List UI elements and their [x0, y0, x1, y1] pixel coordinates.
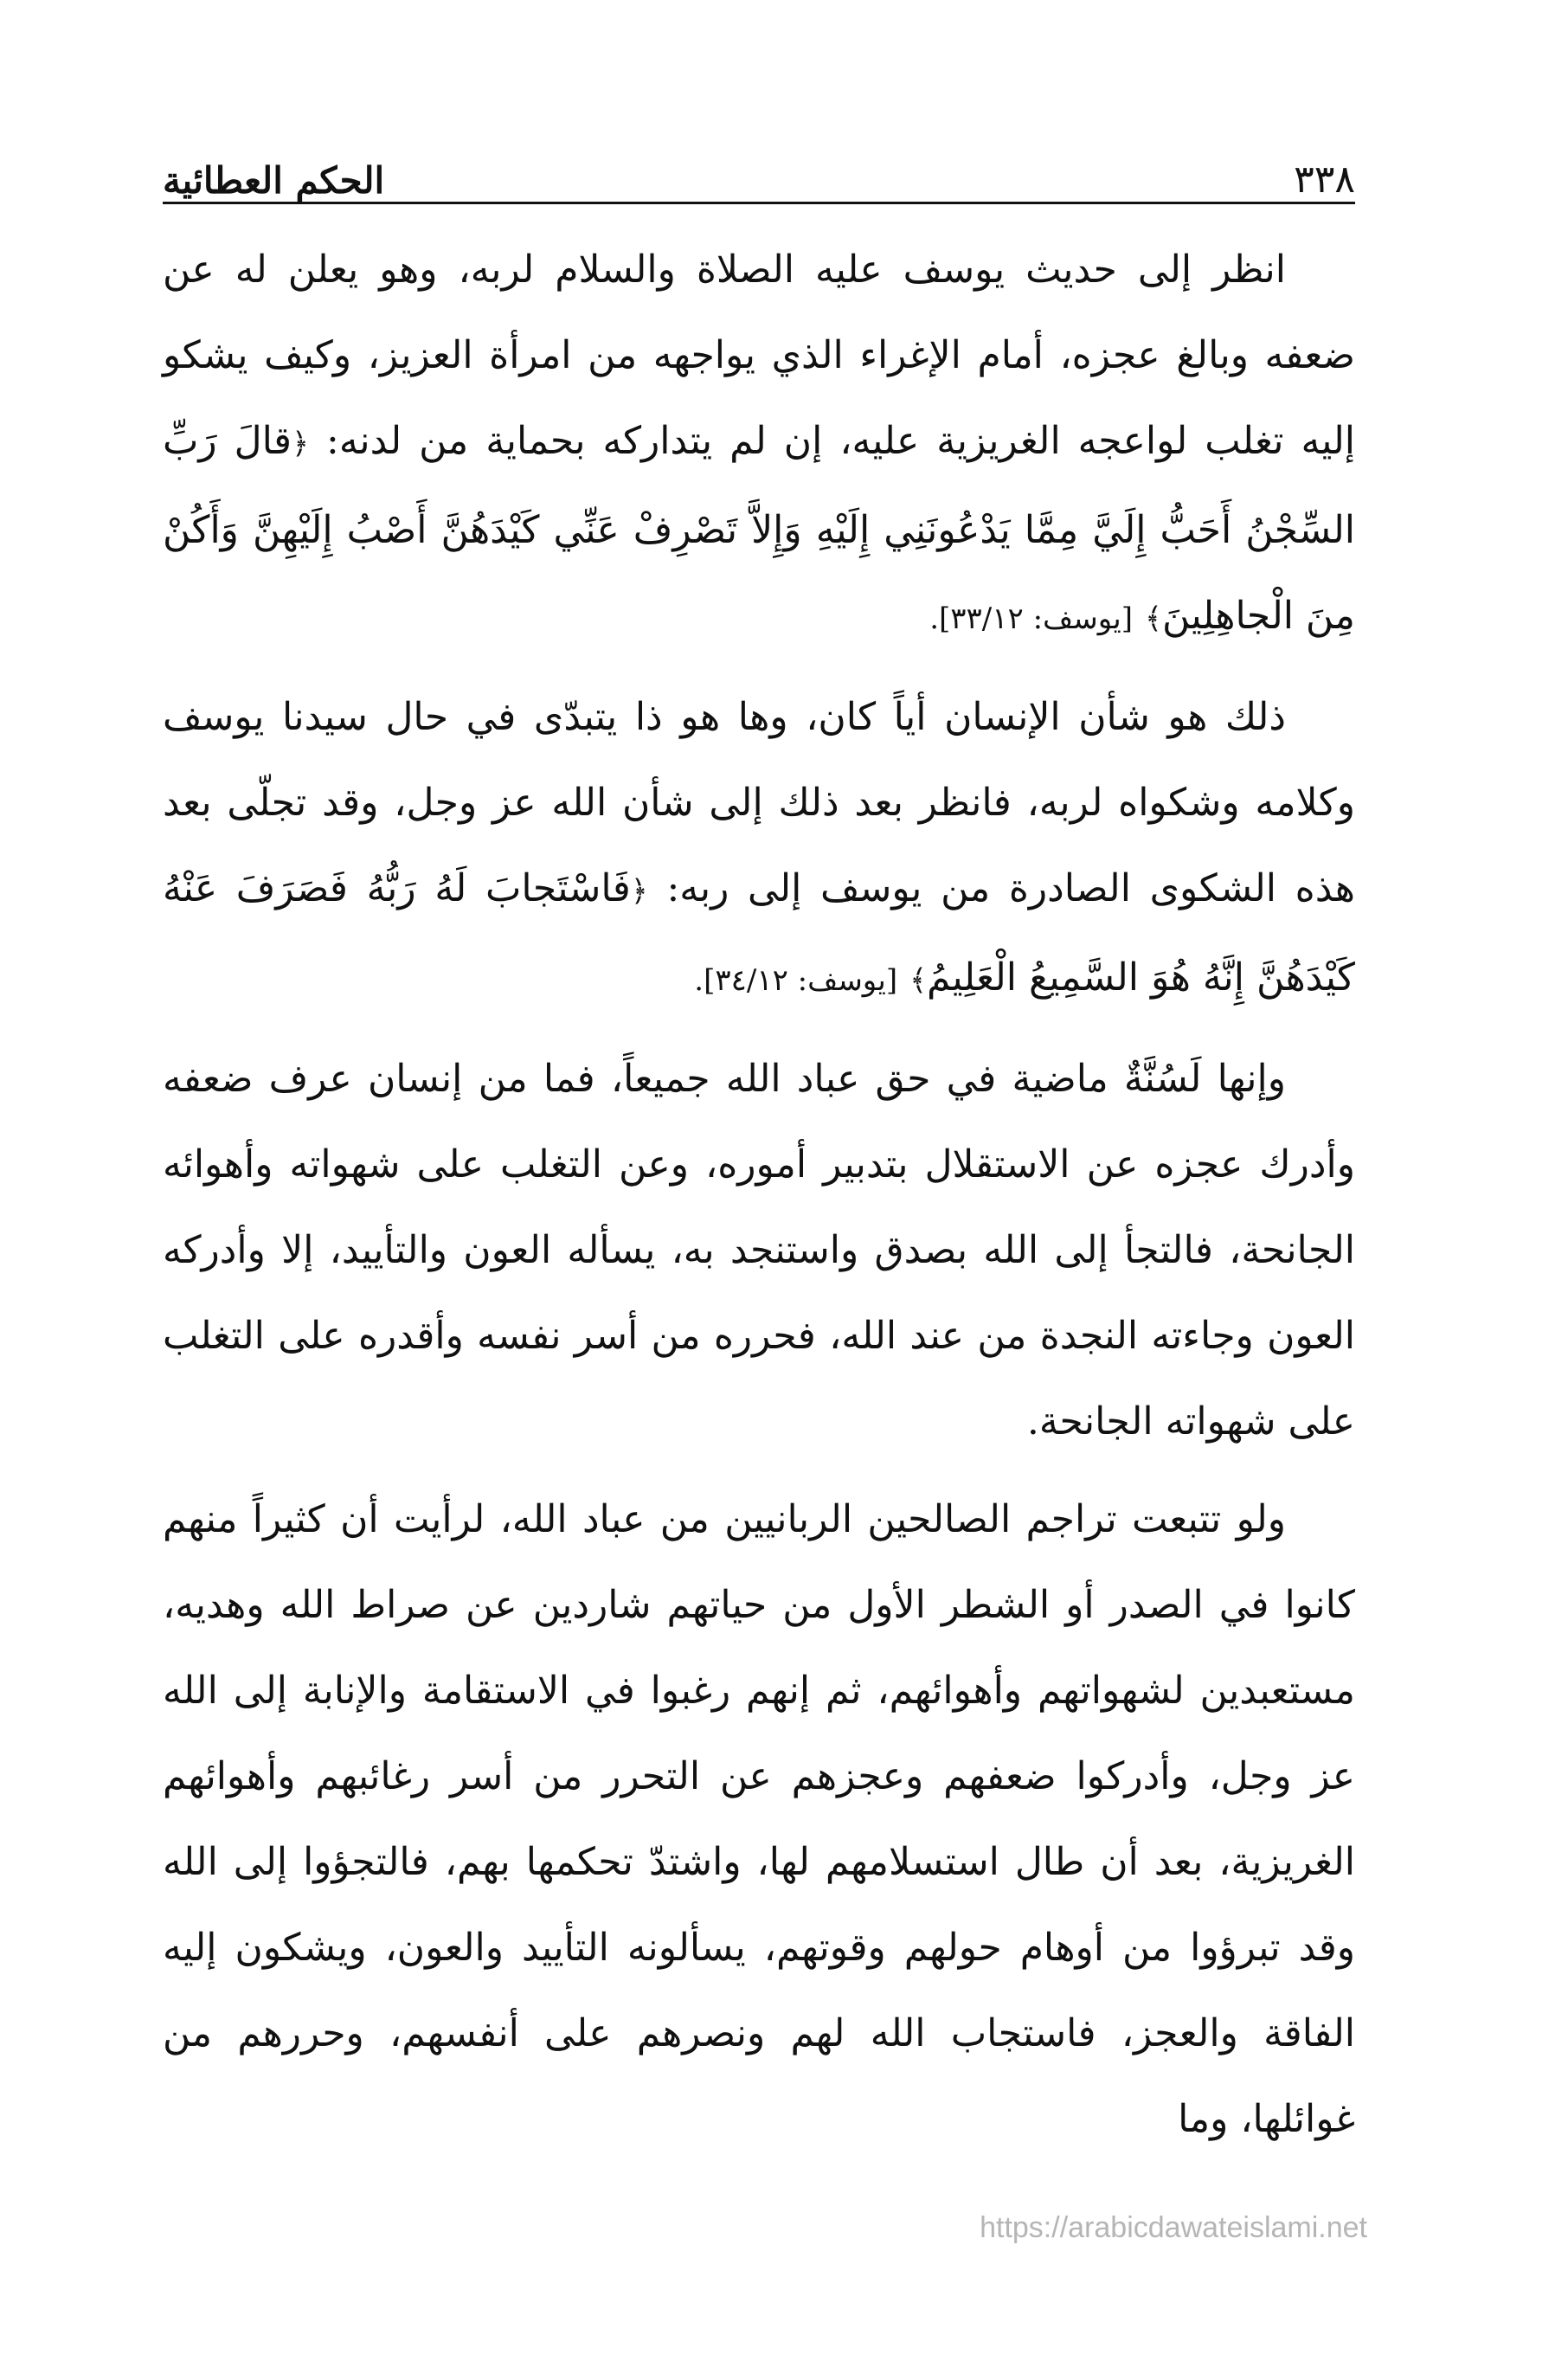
paragraph-2 [163, 674, 1355, 1024]
quran-verse-1: قالَ رَبِّ السِّجْنُ أَحَبُّ إِلَيَّ مِمَّا يَدْعُونَنِي إِلَيْهِ وَإِلاَّ تَصْرِفْ عَنِّي كَيْدَهُنَّ أَصْبُ إِلَيْهِنَّ وَأَكُنْ مِنَ الْجاهِلِينَ [163, 419, 1355, 638]
header-rule [163, 202, 1355, 204]
quran-open-bracket: ﴿ [630, 874, 648, 909]
paragraph-2-text: ذلك هو شأن الإنسان أياً كان، وها هو ذا يتبدّى في حال سيدنا يوسف وكلامه وشكواه لربه، فانظر بعد ذلك إلى شأن الله عز وجل، وقد تجلّى بعد هذه الشكوى الصادرة من يوسف إلى ربه: [163, 695, 1355, 910]
paragraph-4-text: ولو تتبعت تراجم الصالحين الربانيين من عباد الله، لرأيت أن كثيراً منهم كانوا في الصدر أو الشطر الأول من حياتهم شاردين عن صراط الله وهديه، مستعبدين لشهواتهم وأهوائهم، ثم إنهم رغبوا في الاستقامة والإنابة إلى الله عز وجل، وأدركوا ضعفهم وعجزهم عن التحرر من أسر رغائبهم وأهوائهم الغريزية، بعد أن طال استسلامهم لها، واشتدّ تحكمها بهم، فالتجؤوا إلى الله وقد تبرؤوا من أوهام حولهم وقوتهم، يسألونه التأييد والعون، ويشكون إليه الفاقة والعجز، فاستجاب الله لهم ونصرهم على أنفسهم، وحررهم من غوائلها، وما [163, 1497, 1355, 2141]
paragraph-1 [163, 227, 1355, 662]
quran-close-bracket: ﴾ [1145, 601, 1162, 636]
running-head [163, 138, 1355, 202]
body-text [163, 227, 1355, 2174]
quran-open-bracket: ﴿ [292, 427, 309, 461]
watermark-url: https://arabicdawateislami.net [980, 2211, 1367, 2244]
quran-close-bracket: ﴾ [909, 963, 928, 998]
paragraph-1-text: انظر إلى حديث يوسف عليه الصلاة والسلام لربه، وهو يعلن له عن ضعفه وبالغ عجزه، أمام الإغراء الذي يواجهه من امرأة العزيز، وكيف يشكو إليه تغلب لواعجه الغريزية عليه، إن لم يتداركه بحماية من لدنه: [163, 248, 1355, 463]
page-number: ٣٣٨ [1294, 158, 1355, 202]
verse-reference-2: [يوسف: ٣٤/١٢]. [694, 963, 898, 998]
paragraph-4 [163, 1476, 1355, 2162]
book-title: الحكم العطائية [163, 159, 385, 202]
paragraph-3 [163, 1036, 1355, 1464]
verse-reference-1: [يوسف: ٣٣/١٢]. [929, 601, 1134, 636]
quran-verse-2: فَاسْتَجابَ لَهُ رَبُّهُ فَصَرَفَ عَنْهُ كَيْدَهُنَّ إِنَّهُ هُوَ السَّمِيعُ الْعَلِيمُ [163, 866, 1355, 1000]
paragraph-3-text: وإنها لَسُنَّةٌ ماضية في حق عباد الله جميعاً، فما من إنسان عرف ضعفه وأدرك عجزه عن الاستقلال بتدبير أموره، وعن التغلب على شهواته وأهوائه الجانحة، فالتجأ إلى الله بصدق واستنجد به، يسأله العون والتأييد، إلا وأدركه العون وجاءته النجدة من عند الله، فحرره من أسر نفسه وأقدره على التغلب على شهواته الجانحة. [163, 1057, 1355, 1444]
